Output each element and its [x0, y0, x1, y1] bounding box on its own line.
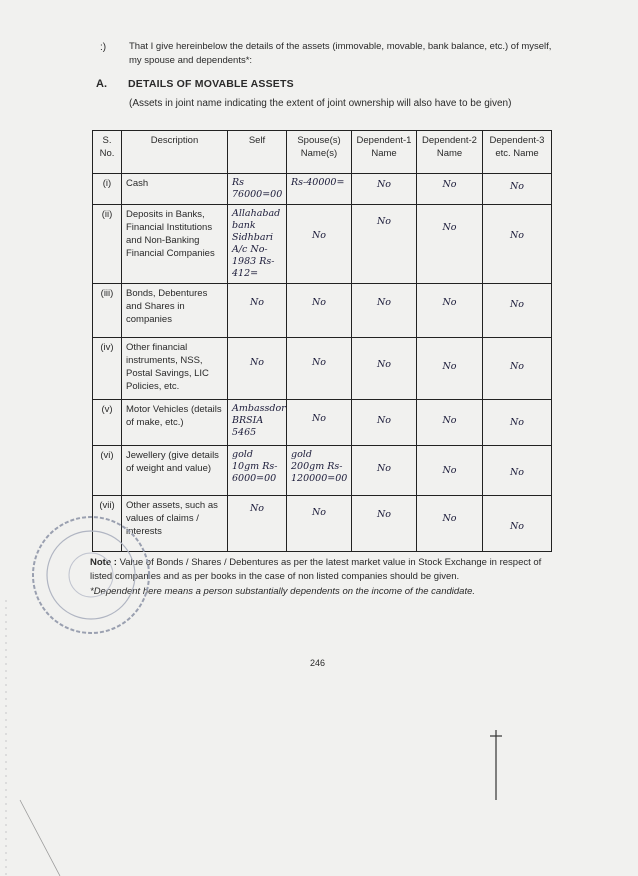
dependent-3-entry: No: [509, 417, 525, 428]
row-sno: (iii): [93, 284, 122, 338]
row-sno: (vii): [93, 496, 122, 552]
dependent-2-entry: No: [442, 222, 457, 233]
spouse-entry: No: [311, 297, 327, 308]
item-number: :): [100, 42, 107, 53]
dependent-2-entry: No: [442, 513, 457, 524]
self-entry: No: [249, 357, 265, 368]
row-sno: (ii): [93, 205, 122, 284]
spouse-entry: No: [311, 230, 327, 241]
page-number: 246: [310, 658, 326, 668]
row-sno: (v): [93, 400, 122, 446]
self-entry: gold 10gm Rs-6000=00: [232, 449, 278, 484]
row-description: Motor Vehicles (details of make, etc.): [122, 400, 228, 446]
section-subtitle: (Assets in joint name indicating the extent of joint ownership will also have to be given): [129, 98, 512, 109]
self-entry: Rs 76000=00: [232, 177, 283, 200]
table-row: [93, 284, 552, 338]
row-sno: (vi): [93, 446, 122, 496]
row-sno: (i): [93, 174, 122, 205]
dependent-2-entry: No: [442, 297, 457, 308]
movable-assets-table: [92, 130, 552, 552]
dependent-1-entry: No: [376, 509, 392, 520]
table-row: [93, 496, 552, 552]
dependent-3-entry: No: [509, 467, 525, 478]
spouse-entry: No: [311, 357, 327, 368]
table-row: [93, 446, 552, 496]
dependent-2-entry: No: [442, 415, 457, 426]
dependent-1-entry: No: [376, 216, 392, 227]
header-dependent-2: Dependent-2 Name: [417, 131, 483, 174]
pen-mark: [488, 730, 504, 800]
table-header-row: [93, 131, 552, 174]
header-spouse: Spouse(s) Name(s): [287, 131, 352, 174]
dependent-2-entry: No: [442, 179, 457, 190]
section-title: DETAILS OF MOVABLE ASSETS: [128, 78, 294, 90]
header-self: Self: [228, 131, 287, 174]
scan-edge-noise: [0, 600, 90, 876]
spouse-entry: No: [311, 413, 327, 424]
dependent-3-entry: No: [509, 230, 525, 241]
row-sno: (iv): [93, 338, 122, 400]
note-text: Value of Bonds / Shares / Debentures as per the latest market value in Stock Exchange in respect of listed companies and as per books in the case of non listed companies should be given.: [90, 557, 542, 582]
spouse-entry: No: [311, 507, 327, 518]
table-row: [93, 205, 552, 284]
valuation-note: [90, 556, 560, 584]
row-description: Other assets, such as values of claims / interests: [122, 496, 228, 552]
self-entry: No: [249, 297, 265, 308]
row-description: Cash: [122, 174, 228, 205]
dependent-1-entry: No: [376, 179, 392, 190]
dependent-2-entry: No: [442, 361, 457, 372]
row-description: Deposits in Banks, Financial Institutions and Non-Banking Financial Companies: [122, 205, 228, 284]
table-row: [93, 400, 552, 446]
dependent-1-entry: No: [376, 359, 392, 370]
note-label: Note :: [90, 557, 117, 568]
dependent-2-entry: No: [442, 465, 457, 476]
table-row: [93, 338, 552, 400]
intro-statement: That I give hereinbelow the details of the assets (immovable, movable, bank balance, etc.) of myself, my spouse and dependents*:: [129, 41, 552, 66]
dependent-3-entry: No: [509, 299, 525, 310]
table-row: [93, 174, 552, 205]
spouse-entry: gold 200gm Rs-120000=00: [291, 449, 348, 484]
header-dependent-3: Dependent-3 etc. Name: [483, 131, 552, 174]
dependent-1-entry: No: [376, 297, 392, 308]
row-description: Other financial instruments, NSS, Postal Savings, LIC Policies, etc.: [122, 338, 228, 400]
dependent-3-entry: No: [509, 181, 525, 192]
row-description: Bonds, Debentures and Shares in companies: [122, 284, 228, 338]
row-description: Jewellery (give details of weight and value): [122, 446, 228, 496]
spouse-entry: Rs-40000=: [291, 177, 345, 188]
self-entry: No: [249, 503, 265, 514]
dependent-3-entry: No: [509, 361, 525, 372]
dependent-definition-note: *Dependent here means a person substantially dependents on the income of the candidate.: [90, 586, 476, 597]
dependent-1-entry: No: [376, 463, 392, 474]
section-letter: A.: [96, 78, 107, 90]
self-entry: Allahabad bank Sidhbari A/c No-1983 Rs-412=: [232, 208, 281, 279]
dependent-1-entry: No: [376, 415, 392, 426]
self-entry: Ambassdor BRSIA 5465: [232, 403, 286, 438]
header-sno: S. No.: [93, 131, 122, 174]
dependent-3-entry: No: [509, 521, 525, 532]
header-description: Description: [122, 131, 228, 174]
header-dependent-1: Dependent-1 Name: [352, 131, 417, 174]
